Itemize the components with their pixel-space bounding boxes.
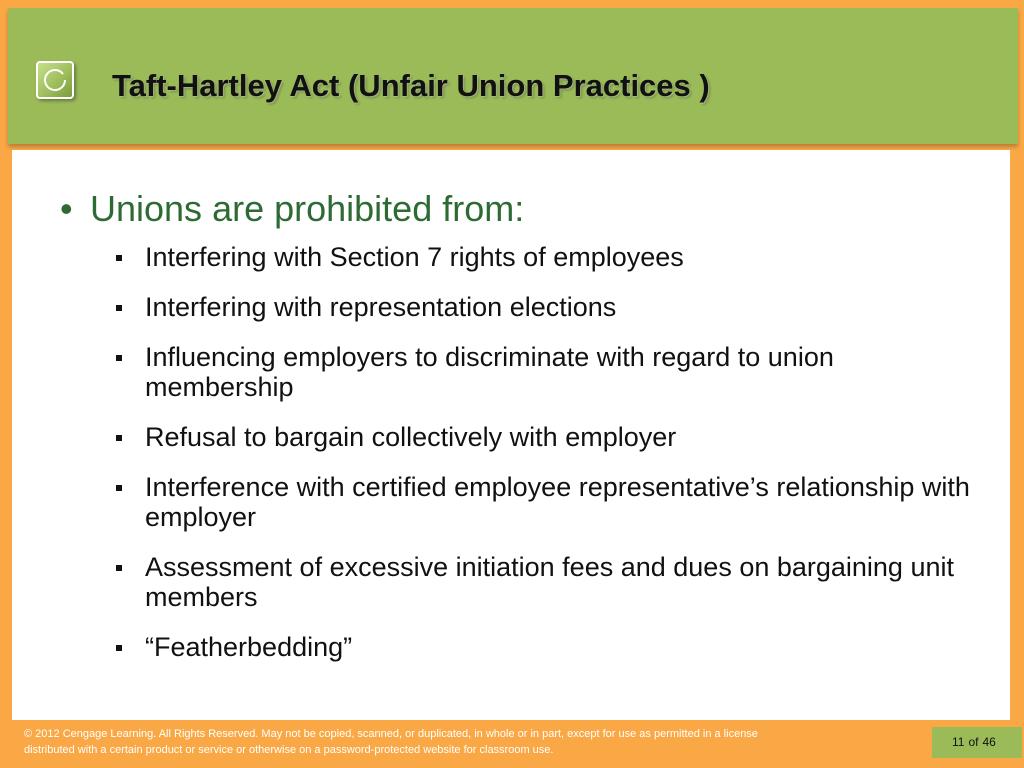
square-bullet-icon [116, 255, 122, 261]
list-item [112, 552, 972, 612]
main-bullet [60, 188, 524, 230]
square-bullet-icon [116, 565, 122, 571]
main-bullet-text: Unions are prohibited from: [90, 188, 525, 229]
square-bullet-icon [116, 485, 122, 491]
list-item [112, 342, 972, 402]
copyright-text: 2012 Cengage Learning. All Rights Reserved. May not be copied, scanned, or duplicated, in whole or in part, except for use as permitted in a license distributed with a certain product or service or otherwise on a password-protected website for classroom use. [24, 728, 758, 756]
square-bullet-icon [116, 435, 122, 441]
list-item [112, 472, 972, 532]
list-item-text: Assessment of excessive initiation fees and dues on bargaining unit members [145, 552, 954, 612]
page-of-label: of [968, 735, 979, 749]
bullet-dot-icon: • [60, 188, 73, 229]
copyright-symbol: © [24, 728, 33, 740]
list-item-text: Interference with certified employee representative’s relationship with employer [145, 472, 970, 532]
list-item-text: Refusal to bargain collectively with employer [145, 422, 677, 452]
list-item-text: Influencing employers to discriminate with regard to union membership [145, 342, 834, 402]
list-item [112, 242, 972, 272]
slide-title: Taft-Hartley Act (Unfair Union Practices ) [112, 68, 710, 103]
list-item-text: Interfering with Section 7 rights of employees [145, 242, 684, 272]
slide-content [12, 150, 1010, 720]
page-current: 11 [952, 735, 965, 749]
list-item [112, 292, 972, 322]
list-item [112, 632, 972, 662]
square-bullet-icon [116, 305, 122, 311]
list-item-text: Interfering with representation elections [145, 292, 617, 322]
circle-badge-icon [36, 61, 74, 99]
page-total: 46 [982, 735, 996, 749]
list-item [112, 422, 972, 452]
slide-header [8, 8, 1018, 144]
list-item-text: “Featherbedding” [145, 632, 353, 662]
square-bullet-icon [116, 355, 122, 361]
page-indicator [932, 727, 1022, 758]
square-bullet-icon [116, 645, 122, 651]
copyright-notice [24, 726, 784, 758]
sub-bullet-list [112, 242, 972, 682]
